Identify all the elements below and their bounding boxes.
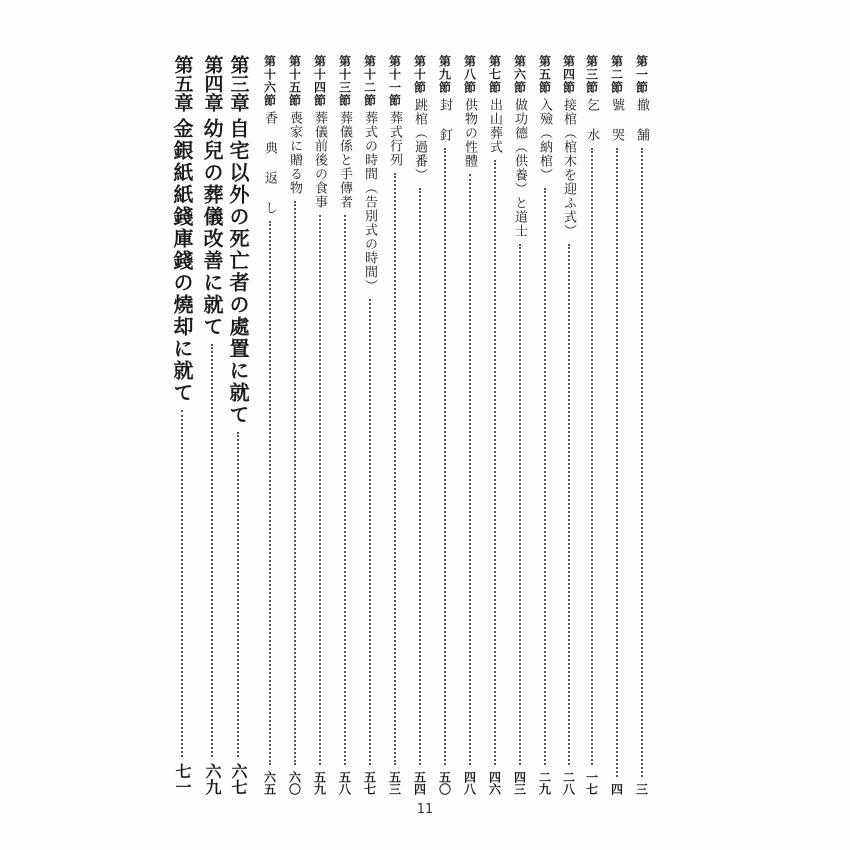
toc-entry — [263, 55, 276, 795]
section-title: 封 釘 — [437, 98, 452, 142]
chapter-title: 金銀紙紙錢庫錢の燒却に就て — [170, 118, 194, 404]
page-reference: 四三 — [512, 771, 527, 795]
page-reference: 三 — [634, 783, 649, 795]
page-reference: 七一 — [173, 763, 192, 795]
dot-leader — [616, 148, 618, 777]
toc-entry — [585, 55, 598, 795]
dot-leader — [237, 432, 239, 757]
toc-entry — [438, 55, 451, 795]
page-number: 11 — [416, 802, 434, 817]
toc-entry — [463, 55, 476, 795]
section-title: 葬儀係と手傳者 — [337, 111, 352, 209]
dot-leader — [494, 160, 496, 765]
page-reference: 五八 — [337, 771, 352, 795]
section-number: 第十六節 — [262, 55, 277, 107]
page-reference: 五九 — [312, 771, 327, 795]
table-of-contents — [170, 55, 680, 795]
page-reference: 六九 — [203, 763, 222, 795]
chapter-title: 幼兒の葬儀改善に就て — [200, 118, 224, 338]
chapter-number: 第五章 — [171, 55, 194, 112]
toc-entry — [610, 55, 623, 795]
dot-leader — [568, 244, 570, 765]
page-reference: 五七 — [362, 771, 377, 795]
chapter-number: 第四章 — [201, 55, 224, 112]
page-reference: 四六 — [487, 771, 502, 795]
page-reference: 四八 — [462, 771, 477, 795]
dot-leader — [641, 148, 643, 777]
toc-entry — [388, 55, 401, 795]
toc-entry — [313, 55, 326, 795]
toc-chapter-entry — [228, 55, 248, 795]
section-title: 供物の性體 — [462, 98, 477, 168]
section-title: 出山葬式 — [487, 98, 502, 154]
section-number: 第十一節 — [387, 55, 402, 107]
toc-chapter-entry — [202, 55, 222, 795]
section-title: 喪家に贈る物 — [287, 111, 302, 195]
dot-leader — [269, 221, 271, 765]
section-number: 第十二節 — [362, 55, 377, 107]
dot-leader — [369, 299, 371, 765]
dot-leader — [419, 188, 421, 765]
page-reference: 四 — [609, 783, 624, 795]
page-reference: 二九 — [537, 771, 552, 795]
section-number: 第十節 — [412, 55, 427, 94]
section-title: 跳棺（過番） — [412, 98, 427, 182]
section-title: 接棺（棺木を迎ふ式） — [561, 98, 576, 238]
dot-leader — [394, 173, 396, 765]
toc-entry — [562, 55, 575, 795]
dot-leader — [211, 344, 213, 757]
section-number: 第一節 — [634, 55, 649, 94]
section-number: 第四節 — [561, 55, 576, 94]
dot-leader — [344, 215, 346, 765]
toc-entry — [513, 55, 526, 795]
page-reference: 六七 — [229, 763, 248, 795]
toc-entry — [635, 55, 648, 795]
section-number: 第十四節 — [312, 55, 327, 107]
page-reference: 六〇 — [287, 771, 302, 795]
chapter-number: 第三章 — [227, 55, 250, 112]
toc-chapter-entry — [172, 55, 192, 795]
toc-entry — [338, 55, 351, 795]
page-reference: 六五 — [262, 771, 277, 795]
section-number: 第三節 — [584, 55, 599, 94]
section-title: 入殮（納棺） — [537, 98, 552, 182]
toc-entry — [488, 55, 501, 795]
dot-leader — [591, 148, 593, 765]
page-reference: 五〇 — [437, 771, 452, 795]
section-title: 葬式の時間（告別式の時間） — [362, 111, 377, 293]
toc-entry — [538, 55, 551, 795]
section-number: 第六節 — [512, 55, 527, 94]
toc-entry — [363, 55, 376, 795]
dot-leader — [444, 148, 446, 765]
page-reference: 五三 — [387, 771, 402, 795]
toc-entry — [288, 55, 301, 795]
chapter-title: 自宅以外の死亡者の處置に就て — [226, 118, 250, 426]
dot-leader — [544, 188, 546, 765]
section-title: 葬儀前後の食事 — [312, 111, 327, 209]
dot-leader — [469, 174, 471, 765]
section-number: 第十三節 — [337, 55, 352, 107]
page-reference: 一七 — [584, 771, 599, 795]
section-number: 第七節 — [487, 55, 502, 94]
section-number: 第八節 — [462, 55, 477, 94]
dot-leader — [319, 215, 321, 765]
section-title: 做功德（供養）と道士 — [512, 98, 527, 238]
dot-leader — [519, 244, 521, 765]
section-number: 第九節 — [437, 55, 452, 94]
section-title: 號 哭 — [609, 98, 624, 142]
section-title: 乞 水 — [584, 98, 599, 142]
section-number: 第十五節 — [287, 55, 302, 107]
page-reference: 五四 — [412, 771, 427, 795]
dot-leader — [181, 410, 183, 757]
section-title: 葬式行列 — [387, 111, 402, 167]
section-title: 撤 舗 — [634, 98, 649, 142]
section-number: 第二節 — [609, 55, 624, 94]
page-reference: 二八 — [561, 771, 576, 795]
dot-leader — [294, 201, 296, 765]
section-title: 香 典 返 し — [262, 111, 277, 215]
section-number: 第五節 — [537, 55, 552, 94]
toc-entry — [413, 55, 426, 795]
